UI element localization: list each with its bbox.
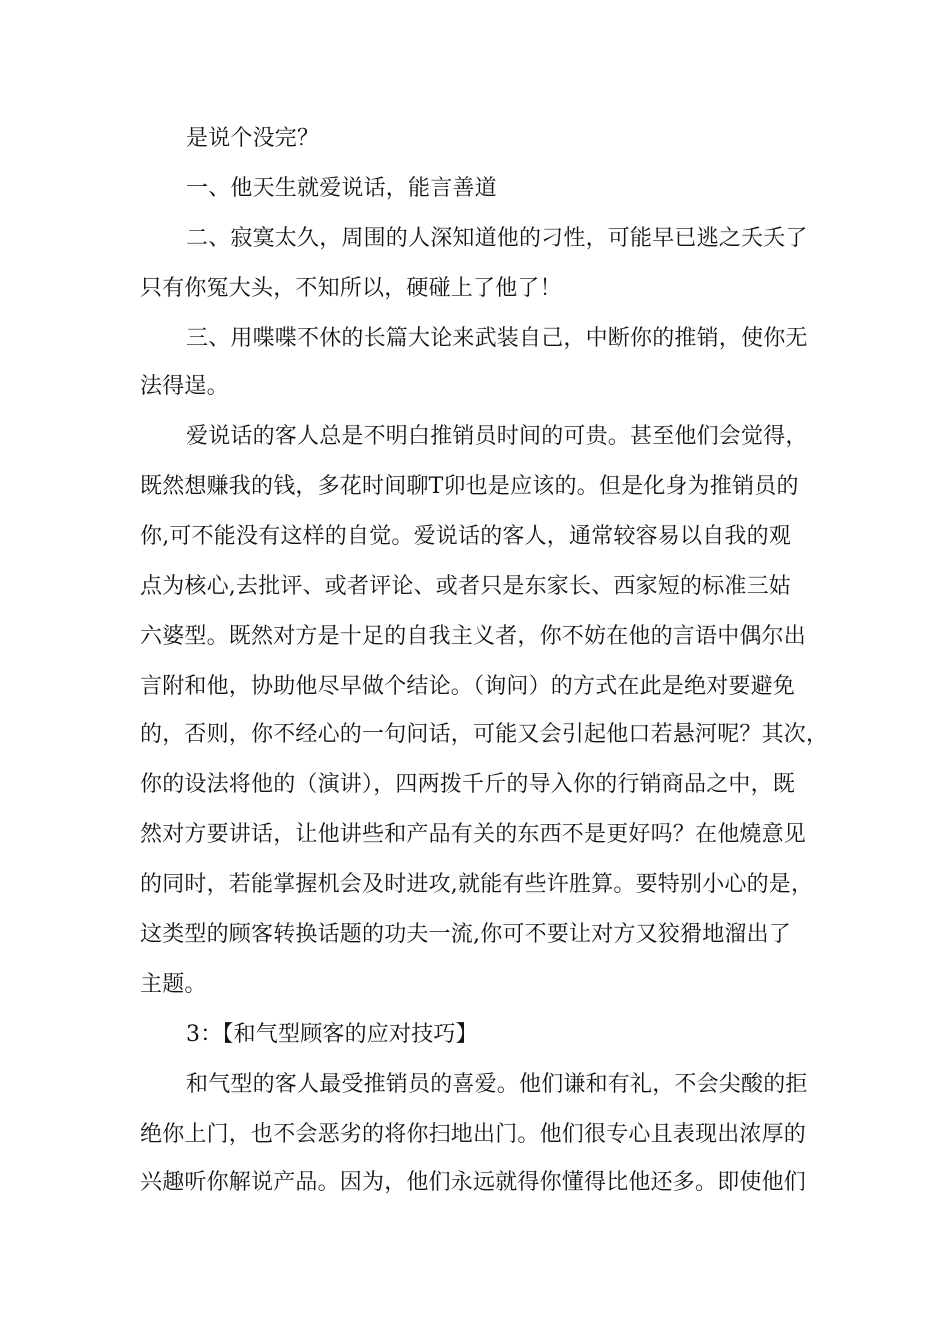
text-line-2: 一、他天生就爱说话，能言善道 <box>186 176 497 201</box>
text-line-17: 这类型的顾客转换话题的功夫一流,你可不要让对方又狡猾地溜出了 <box>140 922 791 947</box>
text-line-14: 你的设法将他的（演讲），四两拨千斤的导入你的行销商品之中，既 <box>140 772 796 797</box>
text-line-22: 兴趣听你解说产品。因为，他们永远就得你懂得比他还多。即使他们 <box>140 1170 807 1195</box>
text-line-20: 和气型的客人最受推销员的喜爱。他们谦和有礼，不会尖酸的拒 <box>186 1072 808 1097</box>
text-line-8: 既然想赚我的钱，多花时间聊T卯也是应该的。但是化身为推销员的 <box>140 474 799 499</box>
text-line-18: 主题。 <box>140 972 207 997</box>
text-line-12: 言附和他，协助他尽早做个结论。（询问）的方式在此是绝对要避免 <box>140 674 796 699</box>
text-line-3: 二、寂寞太久，周围的人深知道他的刁性，可能早已逃之夭夭了 <box>186 226 808 251</box>
section-heading: 3：【和气型顾客的应对技巧】 <box>186 1022 478 1047</box>
text-line-15: 然对方要讲话，让他讲些和产品有关的东西不是更好吗？在他燒意见 <box>140 822 807 847</box>
text-line-11: 六婆型。既然对方是十足的自我主义者，你不妨在他的言语中偶尔出 <box>140 624 807 649</box>
text-line-21: 绝你上门，也不会恶劣的将你扫地出门。他们很专心且表现出浓厚的 <box>140 1122 807 1147</box>
text-line-9: 你,可不能没有这样的自觉。爱说话的客人，通常较容易以自我的观 <box>140 524 791 549</box>
text-line-1: 是说个没完？ <box>186 126 320 151</box>
text-line-7: 爱说话的客人总是不明白推销员时间的可贵。甚至他们会觉得， <box>186 424 808 449</box>
text-line-6: 法得逞。 <box>140 374 229 399</box>
text-line-13: 的，否则，你不经心的一句问话，可能又会引起他口若悬河呢？其次， <box>140 722 829 747</box>
text-line-4: 只有你冤大头，不知所以，硬碰上了他了！ <box>140 276 562 301</box>
text-line-16: 的同时，若能掌握机会及时进攻,就能有些许胜算。要特别小心的是， <box>140 872 814 897</box>
text-line-5: 三、用喋喋不休的长篇大论来武装自己，中断你的推销，使你无 <box>186 326 808 351</box>
text-line-10: 点为核心,去批评、或者评论、或者只是东家长、西家短的标准三姑 <box>140 574 791 599</box>
